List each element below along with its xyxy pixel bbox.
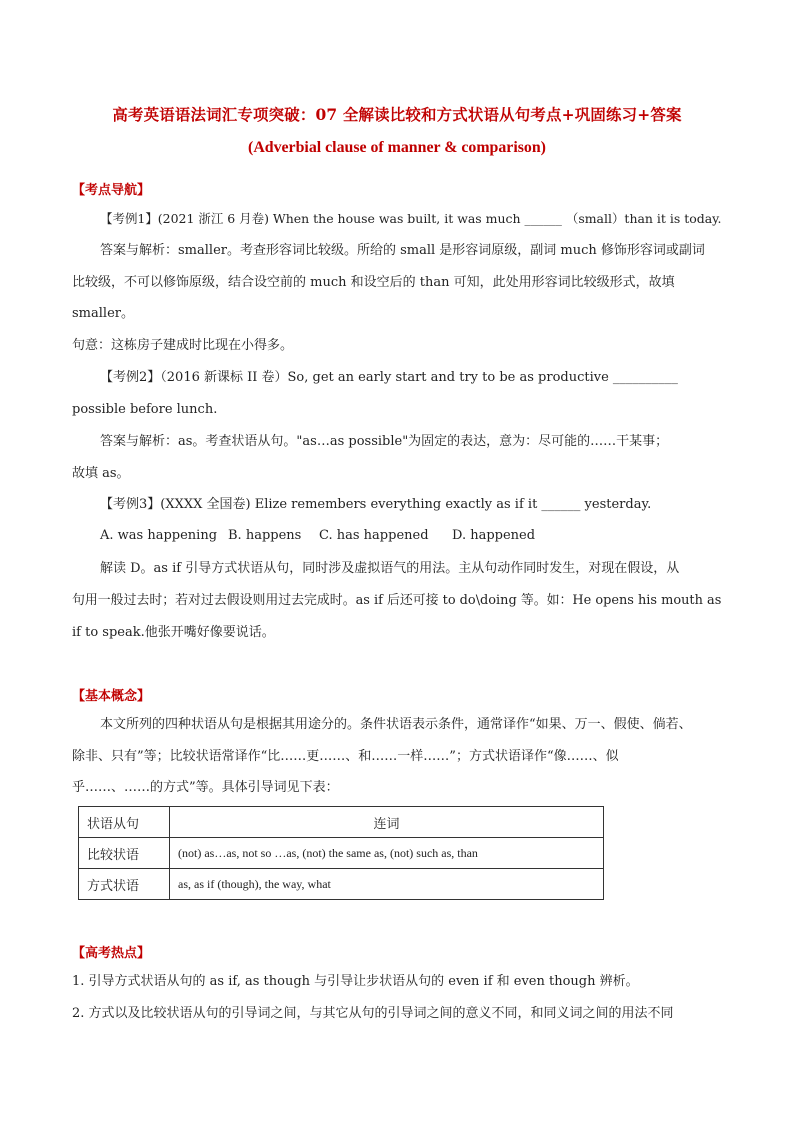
example1-answer-line2: 比较级，不可以修饰原级，结合设空前的 much 和设空后的 than 可知，此处用形容词比较级形式，故填 [72, 275, 675, 290]
table-header-cell: 状语从句 [79, 807, 170, 838]
example3-explanation-line3: if to speak.他张开嘴好像要说话。 [72, 625, 275, 640]
section-heading-guide: 【考点导航】 [72, 183, 151, 198]
hot-item-1: 1. 引导方式状语从句的 as if, as though 与引导让步状语从句的 even if 和 even though 辨析。 [72, 974, 639, 989]
option-b: B. happens [228, 528, 302, 543]
table-row [79, 838, 604, 869]
example2-question: 【考例2】（2016 新课标 II 卷）So, get an early start and try to be as productive __________ [100, 370, 678, 385]
table-cell: as, as if (though), the way, what [170, 869, 604, 900]
option-a: A. was happening [100, 528, 218, 543]
section-heading-concepts: 【基本概念】 [72, 689, 151, 704]
table-header-row [79, 807, 604, 838]
conjunction-table [78, 806, 604, 900]
example1-answer-line1: 答案与解析：smaller。考查形容词比较级。所给的 small 是形容词原级，副词 much 修饰形容词或副词 [100, 243, 705, 258]
example3-explanation-line1: 解读 D。as if 引导方式状语从句，同时涉及虚拟语气的用法。主从句动作同时发生，对现在假设，从 [100, 561, 680, 576]
example2-question-cont: possible before lunch. [72, 402, 218, 417]
option-d: D. happened [452, 528, 536, 543]
table-cell: 比较状语 [79, 838, 170, 869]
example1-answer-line3: smaller。 [72, 306, 134, 321]
example1-question: 【考例1】(2021 浙江 6 月卷) When the house was built, it was much ______ （small）than it is today. [100, 211, 722, 226]
example3-explanation-line2: 句用一般过去时；若对过去假设则用过去完成时。as if 后还可接 to do\doing 等。如：He opens his mouth as [72, 593, 722, 608]
concept-paragraph-line2: 除非、只有”等；比较状语常译作“比……更……、和……一样……”；方式状语译作“像……、似 [72, 749, 619, 764]
example1-meaning: 句意：这栋房子建成时比现在小得多。 [72, 338, 294, 353]
concept-paragraph-line1: 本文所列的四种状语从句是根据其用途分的。条件状语表示条件，通常译作“如果、万一、假使、倘若、 [100, 717, 692, 732]
example2-answer-line2: 故填 as。 [72, 466, 130, 481]
table-cell: (not) as…as, not so …as, (not) the same as, (not) such as, than [170, 838, 604, 869]
section-heading-hot: 【高考热点】 [72, 946, 151, 961]
concept-paragraph-line3: 乎……、……的方式”等。具体引导词见下表： [72, 780, 339, 795]
document-subtitle: (Adverbial clause of manner & comparison) [248, 139, 546, 156]
example3-question: 【考例3】(XXXX 全国卷) Elize remembers everything exactly as if it ______ yesterday. [100, 497, 652, 512]
example2-answer-line1: 答案与解析：as。考查状语从句。"as…as possible"为固定的表达，意为：尽可能的……干某事； [100, 434, 669, 449]
table-cell: 方式状语 [79, 869, 170, 900]
table-header-cell: 连词 [170, 807, 604, 838]
document-title: 高考英语语法词汇专项突破：07 全解读比较和方式状语从句考点+巩固练习+答案 [112, 106, 682, 124]
hot-item-2: 2. 方式以及比较状语从句的引导词之间，与其它从句的引导词之间的意义不同，和同义词之间的用法不同 [72, 1006, 674, 1021]
option-c: C. has happened [319, 528, 429, 543]
table-row [79, 869, 604, 900]
